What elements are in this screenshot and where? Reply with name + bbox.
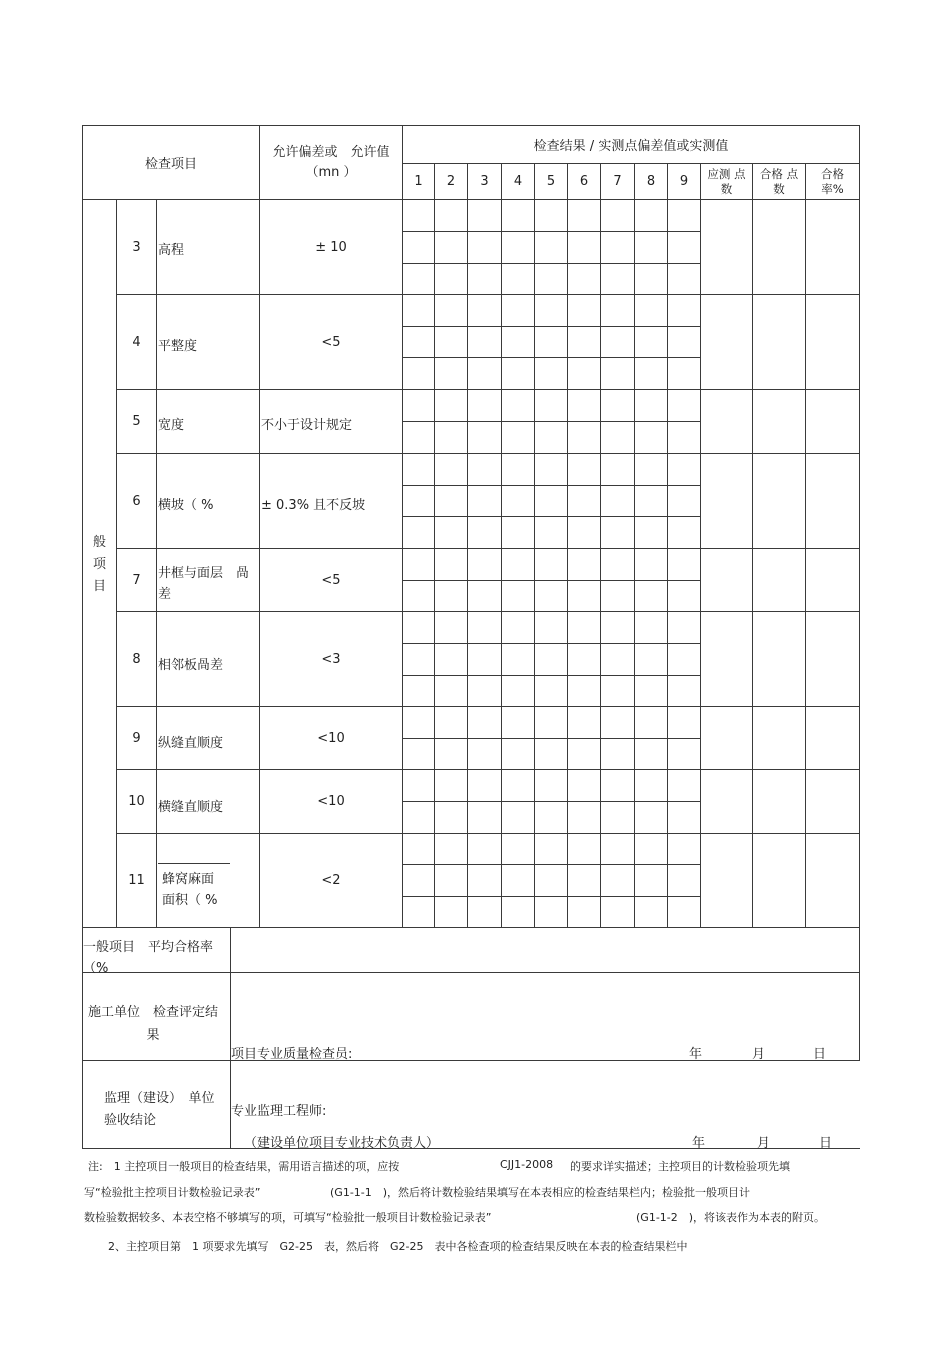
item-name: 横坡（ % xyxy=(158,498,214,513)
construction-result-label: 施工单位 检查评定结 果 xyxy=(88,1005,219,1043)
item-name: 蜂窝麻面 面积（ % xyxy=(162,872,218,908)
header-should-measure: 应测 点 数 xyxy=(707,166,746,196)
header-qualified-points: 合格 点 数 xyxy=(759,166,799,196)
header-check-item: 检查项目 xyxy=(144,157,197,172)
item-allowance: <5 xyxy=(321,572,341,588)
item-number: 4 xyxy=(132,334,141,350)
date-day: 日 xyxy=(813,1047,827,1062)
col-number: 6 xyxy=(579,174,589,189)
general-items-label: 般 项 目 xyxy=(92,535,106,594)
col-number: 4 xyxy=(513,174,523,189)
col-number: 7 xyxy=(613,174,622,189)
supervision-conclusion-label: 监理（建设） 单位 验收结论 xyxy=(104,1091,215,1128)
owner-label: （建设单位项目专业技术负责人） xyxy=(244,1136,440,1151)
note-line-3a: 数检验数据较多、本表空格不够填写的项，可填写“检验批一般项目计数检验记录表” xyxy=(84,1211,492,1224)
col-number: 5 xyxy=(546,174,556,189)
col-number: 3 xyxy=(480,174,489,189)
item-allowance: <5 xyxy=(321,334,341,350)
col-number: 2 xyxy=(446,174,456,189)
item-allowance: <2 xyxy=(321,873,341,888)
date-month: 月 xyxy=(752,1047,766,1062)
item-number: 10 xyxy=(128,794,145,809)
item-number: 5 xyxy=(132,414,141,429)
date-year: 年 xyxy=(689,1047,703,1062)
date-year: 年 xyxy=(692,1136,706,1151)
item-number: 7 xyxy=(132,572,141,588)
note-line-1b: CJJ1-2008 xyxy=(500,1158,554,1171)
item-number: 9 xyxy=(132,730,141,746)
item-number: 11 xyxy=(128,873,145,888)
note-line-3b: (G1-1-2 )，将该表作为本表的附页。 xyxy=(636,1211,826,1224)
col-number: 9 xyxy=(679,174,689,189)
item-number: 8 xyxy=(132,651,141,667)
item-name: 宽度 xyxy=(158,418,185,433)
item-name: 平整度 xyxy=(158,339,198,354)
header-allowance: 允许偏差或 允许值 （mn ） xyxy=(272,144,390,180)
item-number: 6 xyxy=(132,493,141,509)
item-name: 纵缝直顺度 xyxy=(158,736,224,751)
item-name: 相邻板咼差 xyxy=(158,658,224,673)
item-name: 井框与面层 咼 差 xyxy=(158,566,250,602)
col-number: 8 xyxy=(646,174,656,189)
note-line-2a: 写“检验批主控项目计数检验记录表” xyxy=(84,1186,261,1199)
item-allowance: <3 xyxy=(321,651,341,667)
date-day: 日 xyxy=(819,1136,833,1151)
item-allowance: <10 xyxy=(317,794,345,809)
item-allowance: ± 10 xyxy=(315,239,347,255)
date-month: 月 xyxy=(757,1136,771,1151)
note-line-1a: 注: 1 主控项目一般项目的检查结果，需用语言描述的项，应按 xyxy=(88,1160,400,1173)
header-result-title: 检查结果 / 实测点偏差值或实测值 xyxy=(533,139,729,154)
note-line-2b: (G1-1-1 )，然后将计数检验结果填写在本表相应的检查结果栏内；检验批一般项目计 xyxy=(330,1186,751,1199)
inspector-label: 项目专业质量检查员: xyxy=(231,1047,353,1062)
item-name: 高程 xyxy=(158,243,185,258)
col-number: 1 xyxy=(414,174,423,189)
item-allowance: ± 0.3% 且不反坡 xyxy=(261,498,366,513)
engineer-label: 专业监理工程师: xyxy=(231,1104,327,1119)
item-allowance: 不小于设计规定 xyxy=(261,418,353,433)
header-pass-rate: 合格 率% xyxy=(821,166,844,196)
avg-pass-rate-label: 一般项目 平均合格率 （% xyxy=(83,940,214,976)
item-allowance: <10 xyxy=(317,730,345,746)
note-line-4: 2、主控项目第 1 项要求先填写 G2-25 表，然后将 G2-25 表中各检查项的检查结果反映在本表的检查结果栏中 xyxy=(108,1240,688,1253)
item-name: 横缝直顺度 xyxy=(158,800,224,815)
note-line-1c: 的要求详实描述；主控项目的计数检验项先填 xyxy=(570,1160,790,1173)
item-number: 3 xyxy=(132,239,141,255)
